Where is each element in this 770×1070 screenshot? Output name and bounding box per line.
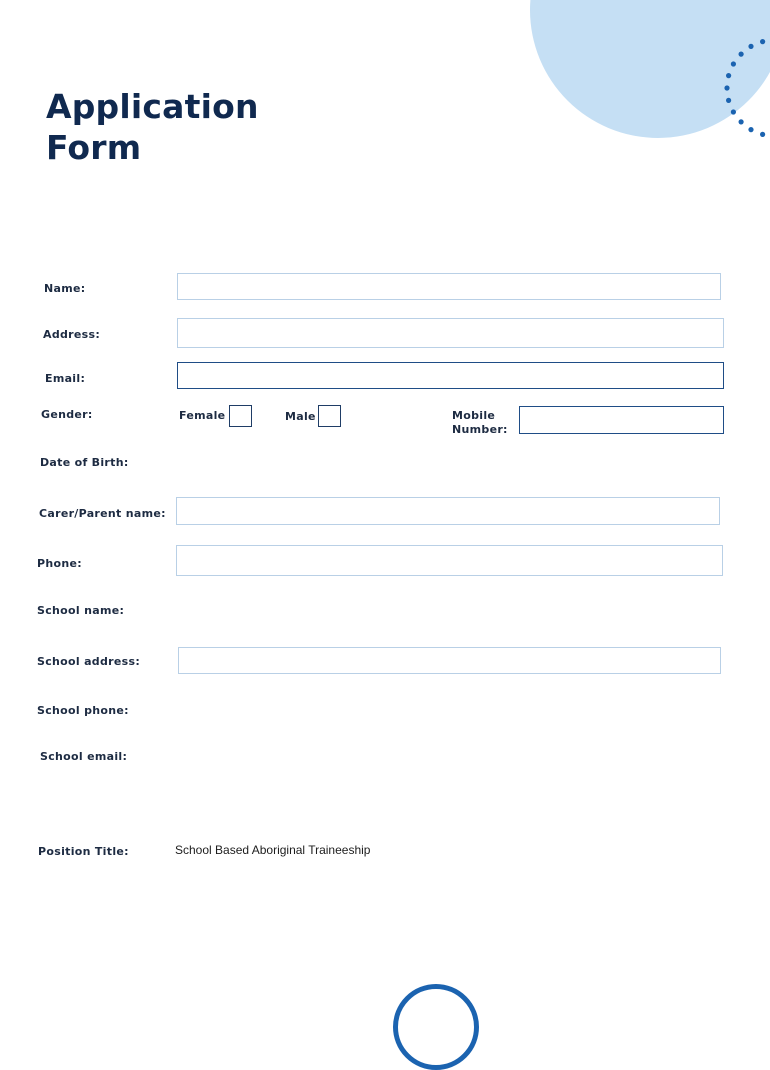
school-name-label: School name: <box>37 604 125 617</box>
female-checkbox[interactable] <box>229 405 252 427</box>
position-title-value: School Based Aboriginal Traineeship <box>175 843 371 857</box>
email-label: Email: <box>45 372 86 385</box>
female-label: Female <box>179 409 226 422</box>
position-title-label: Position Title: <box>38 845 129 858</box>
mobile-label-line-2: Number: <box>452 423 508 436</box>
dob-label: Date of Birth: <box>40 456 129 469</box>
address-input[interactable] <box>177 318 724 348</box>
name-input[interactable] <box>177 273 721 300</box>
school-email-label: School email: <box>40 750 128 763</box>
decorative-ring-bottom <box>393 984 479 1070</box>
carer-label: Carer/Parent name: <box>39 507 166 520</box>
decorative-circle <box>530 0 770 138</box>
page-title-line-1: Application <box>46 87 259 126</box>
address-label: Address: <box>43 328 101 341</box>
page-title <box>46 86 259 168</box>
school-address-label: School address: <box>37 655 141 668</box>
male-checkbox[interactable] <box>318 405 341 427</box>
decorative-dot <box>739 119 744 124</box>
phone-input[interactable] <box>176 545 723 576</box>
carer-name-input[interactable] <box>176 497 720 525</box>
gender-label: Gender: <box>41 408 93 421</box>
mobile-number-input[interactable] <box>519 406 724 434</box>
decorative-dot <box>748 127 753 132</box>
phone-label: Phone: <box>37 557 82 570</box>
email-input[interactable] <box>177 362 724 389</box>
page-title-line-2: Form <box>46 128 142 167</box>
male-label: Male <box>285 410 316 423</box>
decorative-dot <box>760 132 765 137</box>
mobile-label-line-1: Mobile <box>452 409 496 422</box>
school-phone-label: School phone: <box>37 704 129 717</box>
name-label: Name: <box>44 282 86 295</box>
school-address-input[interactable] <box>178 647 721 674</box>
